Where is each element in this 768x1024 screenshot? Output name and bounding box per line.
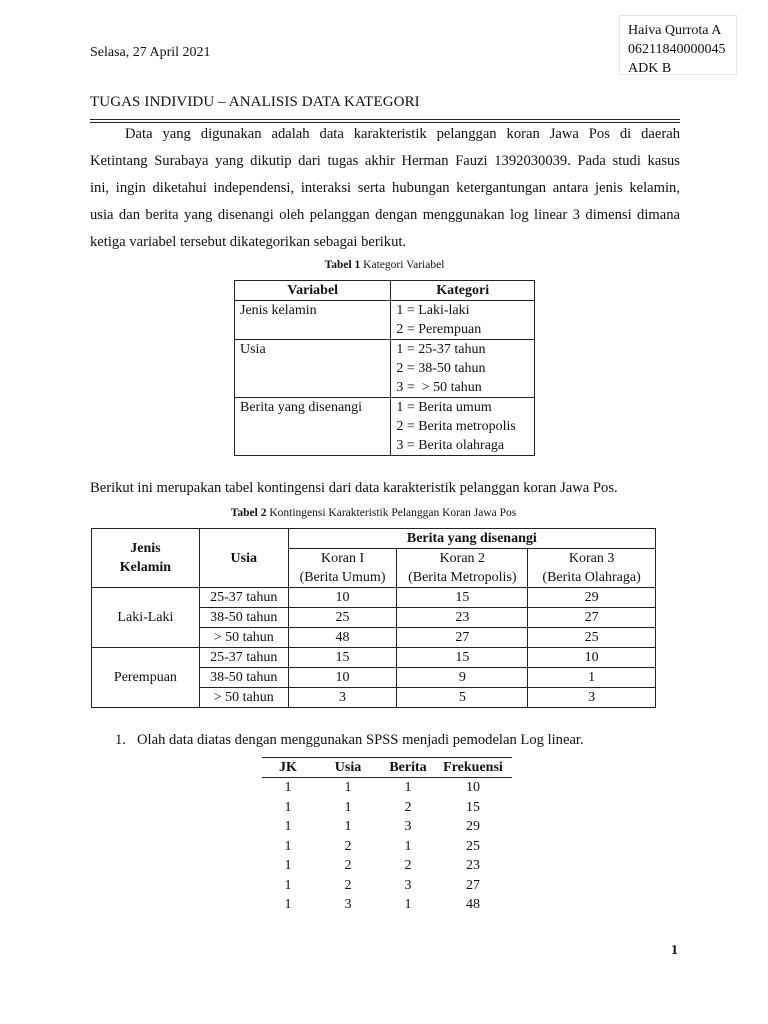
table2-value: 25	[528, 628, 656, 648]
table-row	[92, 588, 656, 608]
table2-age: 38-50 tahun	[199, 608, 288, 628]
document-title: TUGAS INDIVIDU – ANALISIS DATA KATEGORI	[90, 94, 420, 110]
table-row	[262, 778, 512, 798]
table-variable-categories	[234, 280, 535, 456]
table3-cell: 1	[344, 799, 352, 815]
paragraph-line: ini, ingin diketahui independensi, interaksi serta hubungan ketergantungan antara jenis kelamin,	[90, 180, 680, 196]
table3-cell: 48	[466, 897, 480, 912]
table3-cell: 3	[404, 819, 412, 834]
table2-gender: Laki-Laki	[92, 588, 200, 648]
table1-caption-label: Tabel 1	[324, 259, 361, 271]
table1-categories	[391, 340, 535, 398]
table-contingency	[91, 528, 656, 708]
paragraph-line: usia dan berita yang disenangi oleh pelanggan dengan menggunakan log linear 3 dimensi dimana	[90, 207, 680, 223]
table2-intro: Berikut ini merupakan tabel kontingensi dari data karakteristik pelanggan koran Jawa Pos.	[90, 480, 618, 496]
table2-col-desc: (Berita Olahraga)	[528, 568, 656, 588]
table2-age: 25-37 tahun	[199, 588, 288, 608]
table-row	[262, 798, 512, 818]
table2-value: 25	[288, 608, 397, 628]
table3-cell: 15	[466, 799, 480, 815]
table3-cell: 1	[284, 877, 292, 893]
table2-gender: Perempuan	[92, 648, 200, 708]
table2-value: 1	[528, 668, 656, 688]
table1-header-variable: Variabel	[235, 281, 391, 301]
page-number: 1	[671, 943, 678, 958]
table2-value: 15	[397, 588, 528, 608]
table3-cell: 1	[404, 838, 412, 854]
table-row	[262, 895, 512, 915]
header-text: Jenis	[130, 541, 161, 556]
table3-header: Frekuensi	[434, 758, 512, 778]
table2-value: 3	[528, 688, 656, 708]
table2-value: 5	[397, 688, 528, 708]
table3-cell: 1	[284, 799, 292, 815]
table3-header: Berita	[382, 758, 434, 778]
table1-header-category: Kategori	[391, 281, 535, 301]
table-row	[235, 398, 535, 456]
table3-cell: 10	[466, 780, 480, 795]
table3-cell: 2	[404, 858, 412, 873]
author-class: ADK B	[628, 61, 672, 76]
table2-col-name: Koran I	[288, 549, 397, 569]
author-box	[619, 15, 737, 75]
table2-value: 10	[288, 588, 397, 608]
table2-value: 27	[397, 628, 528, 648]
paragraph-line: ketiga variabel tersebut dikategorikan sebagai berikut.	[90, 234, 407, 250]
table3-cell: 1	[404, 897, 412, 912]
table3-cell: 25	[466, 838, 480, 854]
table2-value: 15	[397, 648, 528, 668]
table2-value: 15	[288, 648, 397, 668]
table3-cell: 1	[344, 780, 352, 795]
category-item: 1 = 25-37 tahun	[396, 342, 486, 357]
table2-age: > 50 tahun	[199, 688, 288, 708]
table-row	[262, 876, 512, 896]
table2-col-desc: (Berita Metropolis)	[397, 568, 528, 588]
item-number: 1.	[115, 732, 126, 748]
table3-cell: 3	[404, 877, 412, 893]
table-row	[235, 340, 535, 398]
table2-col-name: Koran 3	[528, 549, 656, 569]
table3-cell: 2	[404, 799, 412, 815]
table2-age: 25-37 tahun	[199, 648, 288, 668]
table3-cell: 2	[344, 877, 352, 893]
item-text: Olah data diatas dengan menggunakan SPSS menjadi pemodelan Log linear.	[137, 732, 584, 748]
category-item: 2 = Berita metropolis	[396, 419, 516, 434]
category-item: 1 = Laki-laki	[396, 303, 470, 318]
table1-caption-text: Kategori Variabel	[360, 259, 445, 271]
table2-value: 10	[528, 648, 656, 668]
paragraph-line: Data yang digunakan adalah data karakteristik pelanggan koran Jawa Pos di daerah	[125, 126, 680, 142]
table2-col-name: Koran 2	[397, 549, 528, 569]
table2-age: 38-50 tahun	[199, 668, 288, 688]
table2-header-group: Berita yang disenangi	[288, 529, 655, 549]
table1-variable: Jenis kelamin	[235, 301, 391, 340]
table3-cell: 1	[284, 780, 292, 795]
table2-header-age: Usia	[199, 529, 288, 588]
table-row	[262, 817, 512, 837]
table-row	[262, 837, 512, 857]
table3-cell: 29	[466, 819, 480, 834]
table3-cell: 3	[344, 897, 352, 912]
table2-value: 27	[528, 608, 656, 628]
paragraph-line: Ketintang Surabaya yang dikutip dari tugas akhir Herman Fauzi 1392030039. Pada studi kasus	[90, 153, 680, 169]
table2-value: 23	[397, 608, 528, 628]
table2-value: 3	[288, 688, 397, 708]
table2-caption-text: Kontingensi Karakteristik Pelanggan Koran Jawa Pos	[266, 507, 517, 519]
category-item: 1 = Berita umum	[396, 400, 492, 415]
table3-cell: 1	[284, 819, 292, 834]
table-row	[92, 648, 656, 668]
table3-cell: 2	[344, 858, 352, 873]
table2-caption	[91, 507, 656, 519]
category-item: 2 = Perempuan	[396, 322, 482, 337]
table3-header: Usia	[314, 758, 382, 778]
header-text: Kelamin	[119, 560, 172, 575]
numbered-item-1	[115, 732, 584, 749]
document-date: Selasa, 27 April 2021	[90, 45, 211, 60]
table-loglinear-data	[262, 757, 512, 915]
category-item: 3 = Berita olahraga	[396, 438, 505, 453]
table1-variable: Usia	[235, 340, 391, 398]
table2-value: 10	[288, 668, 397, 688]
intro-paragraph	[90, 121, 680, 256]
author-nim: 06211840000045	[628, 42, 726, 57]
table3-cell: 1	[284, 858, 292, 873]
table2-caption-label: Tabel 2	[230, 507, 267, 519]
category-item: 3 = > 50 tahun	[396, 380, 482, 395]
author-name: Haiva Qurrota A	[628, 23, 722, 38]
table1-variable: Berita yang disenangi	[235, 398, 391, 456]
table2-age: > 50 tahun	[199, 628, 288, 648]
table2-value: 29	[528, 588, 656, 608]
table1-categories	[391, 398, 535, 456]
table3-cell: 2	[344, 838, 352, 854]
table-row	[262, 856, 512, 876]
table1-caption	[234, 259, 535, 271]
table3-cell: 1	[344, 819, 352, 834]
table3-cell: 27	[466, 877, 480, 893]
table3-cell: 23	[466, 858, 480, 873]
title-rule-top	[90, 119, 680, 120]
table3-cell: 1	[284, 838, 292, 854]
table2-value: 48	[288, 628, 397, 648]
table1-categories	[391, 301, 535, 340]
category-item: 2 = 38-50 tahun	[396, 361, 486, 376]
table3-cell: 1	[284, 897, 292, 912]
table2-col-desc: (Berita Umum)	[288, 568, 397, 588]
table2-value: 9	[397, 668, 528, 688]
table2-header-gender	[92, 529, 200, 588]
table3-header: JK	[262, 758, 314, 778]
table-row	[235, 301, 535, 340]
table3-cell: 1	[404, 780, 412, 795]
